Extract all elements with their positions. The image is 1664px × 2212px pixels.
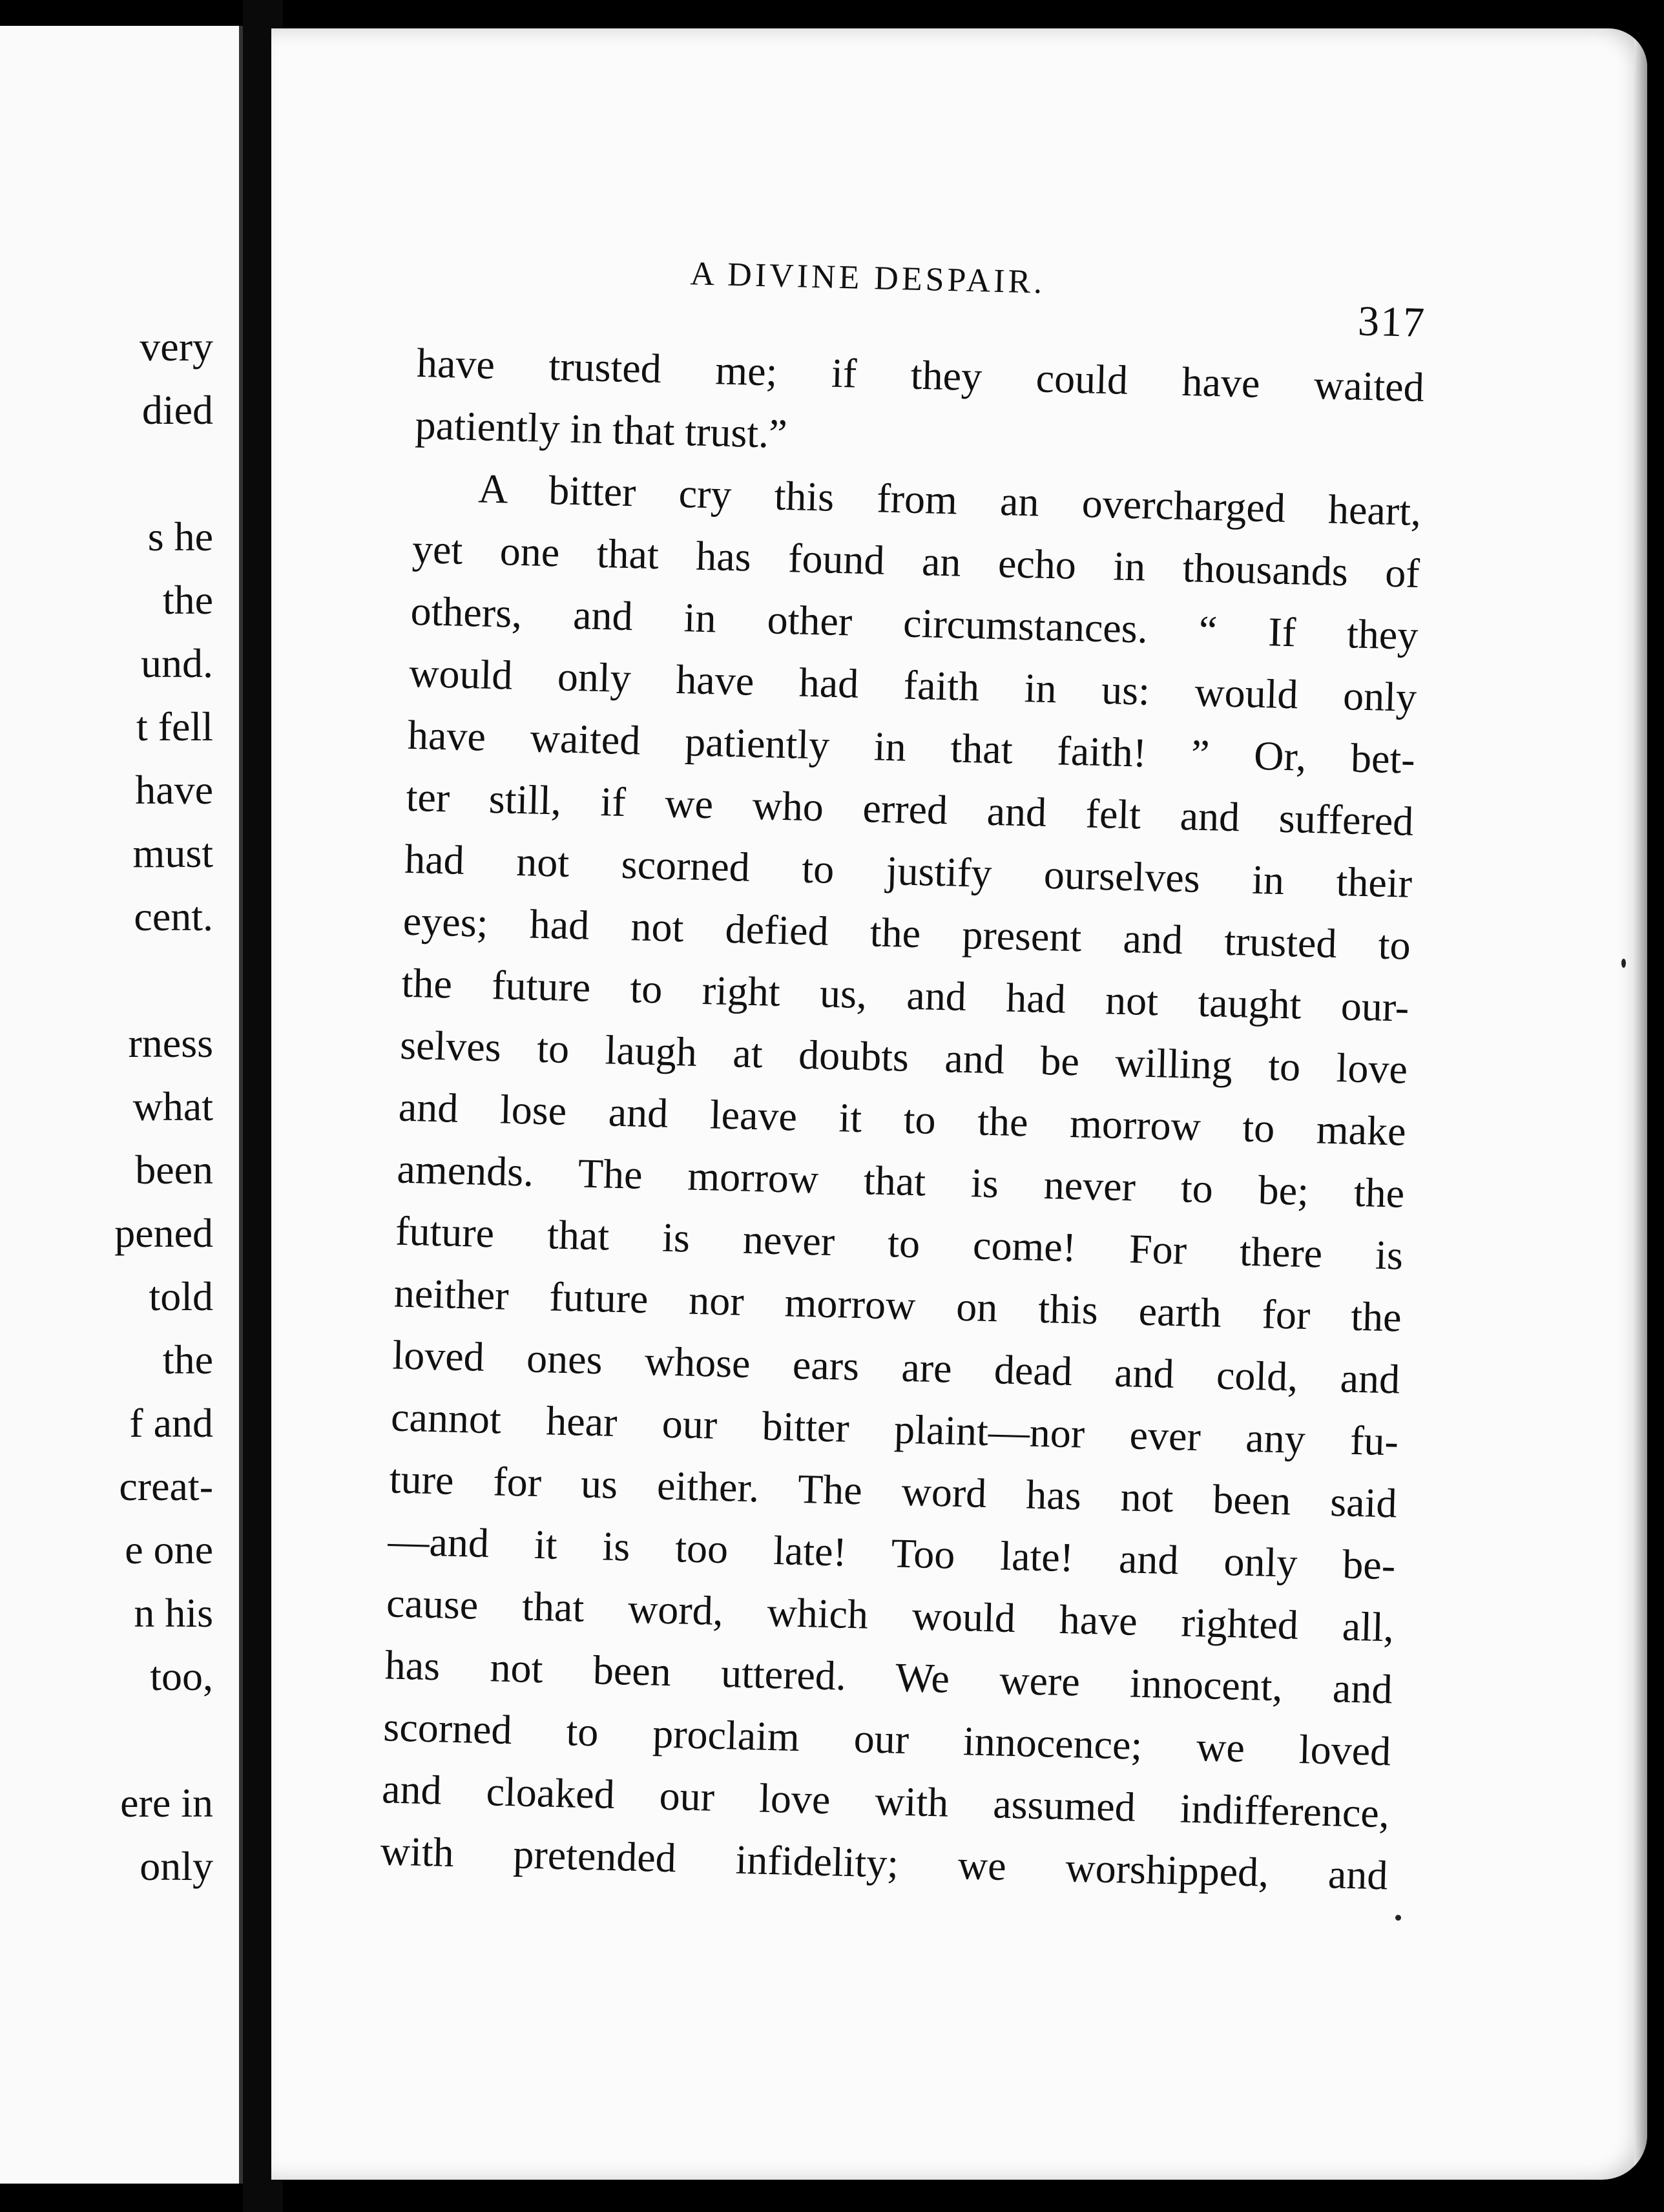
- text-line: and cloaked our love with assumed indifference,: [381, 1766, 1390, 1837]
- text-line: scorned to proclaim our innocence; we loved: [382, 1704, 1391, 1775]
- text-line: eyes; had not defied the present and trusted to: [402, 897, 1411, 968]
- running-head-title: A DIVINE DESPAIR.: [689, 255, 1046, 301]
- left-page-line: s he: [147, 514, 213, 559]
- text-line: ter still, if we who erred and felt and suffered: [405, 773, 1415, 844]
- text-line: —and it is too late! Too late! and only be-: [387, 1518, 1397, 1589]
- text-line: and lose and leave it to the morrow to make: [398, 1083, 1407, 1154]
- text-line: cannot hear our bitter plaint—nor ever any fu-: [390, 1393, 1399, 1465]
- text-line: would only have had faith in us: would only: [408, 649, 1417, 720]
- left-page-line: n his: [134, 1590, 213, 1636]
- text-line: the future to right us, and had not taught our-: [400, 959, 1410, 1030]
- text-line: have trusted me; if they could have waited: [416, 339, 1425, 411]
- text-line: future that is never to come! For there is: [395, 1207, 1404, 1278]
- left-page-line: t fell: [136, 704, 213, 749]
- left-page-line: very: [140, 324, 213, 370]
- left-page-line: und.: [141, 640, 213, 686]
- text-line: selves to laugh at doubts and be willing to love: [399, 1021, 1408, 1092]
- page-speck: [1621, 959, 1626, 968]
- left-page-line: only: [140, 1843, 213, 1889]
- left-page-line: what: [132, 1083, 213, 1129]
- text-line: A bitter cry this from an overcharged heart,: [477, 465, 1422, 534]
- text-line: ture for us either. The word has not been said: [389, 1456, 1398, 1527]
- page-speck: [1395, 1915, 1401, 1921]
- current-page: [271, 28, 1647, 2180]
- left-page-line: e one: [125, 1527, 213, 1572]
- left-page-line: must: [132, 830, 213, 876]
- text-line: cause that word, which would have righted all,: [386, 1580, 1395, 1651]
- left-page-line: died: [141, 387, 213, 433]
- page-number: 317: [1357, 297, 1427, 347]
- left-page-line: cent.: [134, 893, 213, 939]
- left-page-line: have: [135, 767, 213, 813]
- text-line: has not been uttered. We were innocent, and: [384, 1642, 1393, 1713]
- previous-page: [0, 26, 243, 2184]
- text-line: with pretended infidelity; we worshipped, and: [380, 1828, 1389, 1899]
- text-line: neither future nor morrow on this earth for the: [393, 1269, 1402, 1341]
- left-page-line: rness: [128, 1020, 213, 1066]
- left-page-line: ere in: [120, 1780, 213, 1826]
- left-page-line: pened: [114, 1210, 213, 1256]
- left-page-line: the: [162, 1337, 213, 1382]
- left-page-line: f and: [129, 1400, 213, 1446]
- left-page-line: creat-: [119, 1463, 213, 1509]
- text-line: have waited patiently in that faith! ” Or, bet-: [407, 711, 1416, 782]
- text-line: yet one that has found an echo in thousands of: [411, 525, 1420, 596]
- page-text-block: [380, 235, 1428, 1906]
- text-line: had not scorned to justify ourselves in their: [404, 835, 1413, 906]
- text-line: loved ones whose ears are dead and cold, and: [391, 1331, 1401, 1403]
- left-page-line: been: [135, 1147, 213, 1193]
- text-line: patiently in that trust.”: [414, 401, 788, 457]
- left-page-line: told: [149, 1273, 213, 1319]
- left-page-line: the: [162, 577, 213, 623]
- left-page-line: too,: [150, 1653, 213, 1699]
- text-line: amends. The morrow that is never to be; the: [396, 1145, 1406, 1216]
- page-edge: [1634, 28, 1647, 2180]
- text-line: others, and in other circumstances. “ If they: [410, 587, 1419, 658]
